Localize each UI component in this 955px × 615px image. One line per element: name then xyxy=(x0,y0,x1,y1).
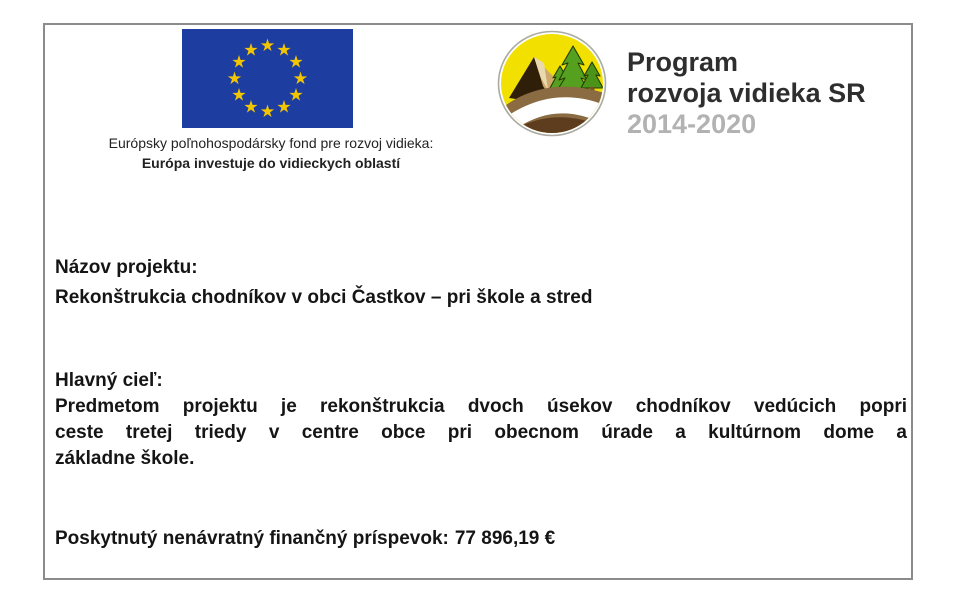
project-name-value: Rekonštrukcia chodníkov v obci Častkov – pri škole a stred xyxy=(55,287,593,308)
project-goal-line: základne škole. xyxy=(55,448,195,469)
contribution-section xyxy=(55,526,907,552)
project-name-section xyxy=(55,253,907,313)
project-goal-line: ceste tretej triedy v centre obce pri obecnom úrade a kultúrnom dome a xyxy=(55,422,907,443)
prv-title-line1: Program xyxy=(627,47,739,77)
prv-title xyxy=(627,47,866,140)
contribution-value: 77 896,19 € xyxy=(454,528,556,549)
rural-development-program-logo-icon xyxy=(497,30,607,137)
eu-caption-line2: Európa investuje do vidieckych oblastí xyxy=(141,155,401,171)
prv-title-line2: rozvoja vidieka SR xyxy=(627,78,866,108)
prv-period: 2014-2020 xyxy=(627,109,757,139)
eu-flag-icon xyxy=(182,29,353,128)
eu-fund-caption xyxy=(53,133,489,173)
contribution-label: Poskytnutý nenávratný finančný príspevok: xyxy=(55,528,449,549)
document-frame xyxy=(43,23,913,580)
project-goal-label: Hlavný cieľ: xyxy=(55,370,163,391)
eu-caption-line1: Európsky poľnohospodársky fond pre rozvoj vidieka: xyxy=(108,135,434,151)
project-goal-section xyxy=(55,367,907,472)
project-goal-line: Predmetom projektu je rekonštrukcia dvoch úsekov chodníkov vedúcich popri xyxy=(55,396,907,417)
project-name-label: Názov projektu: xyxy=(55,257,198,278)
